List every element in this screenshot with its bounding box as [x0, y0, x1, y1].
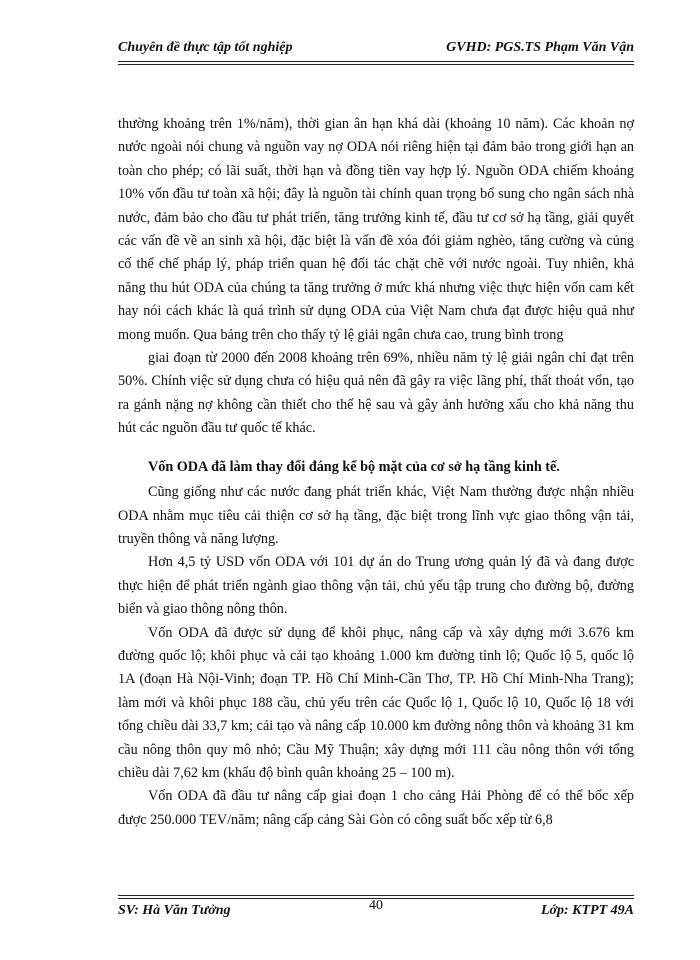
page-number: 40: [369, 898, 383, 913]
page-footer: [118, 898, 634, 923]
paragraph-2: giai đoạn từ 2000 đến 2008 khoảng trên 69%, nhiều năm tỷ lệ giải ngân chỉ đạt trên 50%. Chính việc sử dụng chưa có hiệu quả nên đã gây ra việc lãng phí, thất thoát vốn, tạo ra gánh nặng nợ không cần thiết cho thế hệ sau và gây ảnh hưởng xấu cho khả năng thu hút các nguồn đầu tư quốc tế khác.: [118, 350, 634, 437]
header-rule: [118, 61, 634, 62]
paragraph-4: Hơn 4,5 tỷ USD vốn ODA với 101 dự án do Trung ương quản lý đã và đang được thực hiện để phát triển ngành giao thông vận tải, chủ yếu tập trung cho đường bộ, đường biển và giao thông nông thôn.: [118, 554, 634, 618]
page-body: [118, 113, 634, 832]
section-heading: Vốn ODA đã làm thay đổi đáng kể bộ mặt của cơ sở hạ tầng kinh tế.: [148, 458, 560, 475]
header-title: Chuyên đề thực tập tốt nghiệp: [118, 40, 293, 55]
header-rule-thin: [118, 64, 634, 65]
paragraph-3: Cũng giống như các nước đang phát triển khác, Việt Nam thường được nhận nhiều ODA nhằm mục tiêu cải thiện cơ sở hạ tầng, đặc biệt trong lĩnh vực giao thông vận tải, truyền thông và năng lượng.: [118, 484, 634, 547]
footer-class: Lớp: KTPT 49A: [540, 903, 634, 918]
footer-rule-thin: [118, 895, 634, 896]
page-header: [118, 40, 634, 60]
paragraph-5: Vốn ODA đã được sử dụng để khôi phục, nâng cấp và xây dựng mới 3.676 km đường quốc lộ; khôi phục và cải tạo khoảng 1.000 km đường tỉnh lộ; Quốc lộ 5, quốc lộ 1A (đoạn Hà Nội-Vinh; đoạn TP. Hồ Chí Minh-Cần Thơ, TP. Hồ Chí Minh-Nha Trang); làm mới và khôi phục 188 cầu, chủ yếu trên các Quốc lộ 1, Quốc lộ 10, Quốc lộ 18 với tổng chiều dài 33,7 km; cải tạo và nâng cấp 10.000 km đường nông thôn và khoảng 31 km cầu nông thôn quy mô nhỏ; Cầu Mỹ Thuận; xây dựng mới 111 cầu nông thôn với tổng chiều dài 7,62 km (khẩu độ bình quân khoảng 25 – 100 m).: [118, 624, 634, 781]
header-supervisor: GVHD: PGS.TS Phạm Văn Vận: [446, 40, 634, 55]
paragraph-6: Vốn ODA đã đầu tư nâng cấp giai đoạn 1 cho cảng Hải Phòng để có thể bốc xếp được 250.000 TEV/năm; nâng cấp cảng Sài Gòn có công suất bốc xếp từ 6,8: [118, 788, 634, 828]
paragraph-1: thường khoảng trên 1%/năm), thời gian ân hạn khá dài (khoảng 10 năm). Các khoản nợ nước ngoài nói chung và nguồn vay nợ ODA nói riêng hiện tại đảm bảo trong giới hạn an toàn cho phép; có lãi suất, thời hạn và đồng tiền vay hợp lý. Nguồn ODA chiếm khoảng 10% vốn đầu tư toàn xã hội; đây là nguồn tài chính quan trọng bổ sung cho ngân sách nhà nước, đảm bảo cho đầu tư phát triển, tăng trưởng kinh tế, đầu tư cơ sở hạ tầng, giải quyết các vấn đề về an sinh xã hội, đặc biệt là vấn đề xóa đói giảm nghèo, tăng cường và củng cố thể chế pháp lý, pháp triển quan hệ đối tác chặt chẽ với nước ngoài. Tuy nhiên, khả năng thu hút ODA của chúng ta tăng trưởng ở mức khá nhưng việc thực hiện vốn cam kết hay nói cách khác là quá trình sử dụng ODA của Việt Nam chưa đạt được hiệu quả như mong muốn. Qua bảng trên cho thấy tỷ lệ giải ngân chưa cao, trung bình trong: [118, 116, 634, 343]
footer-student: SV: Hà Văn Tưởng: [118, 903, 231, 918]
